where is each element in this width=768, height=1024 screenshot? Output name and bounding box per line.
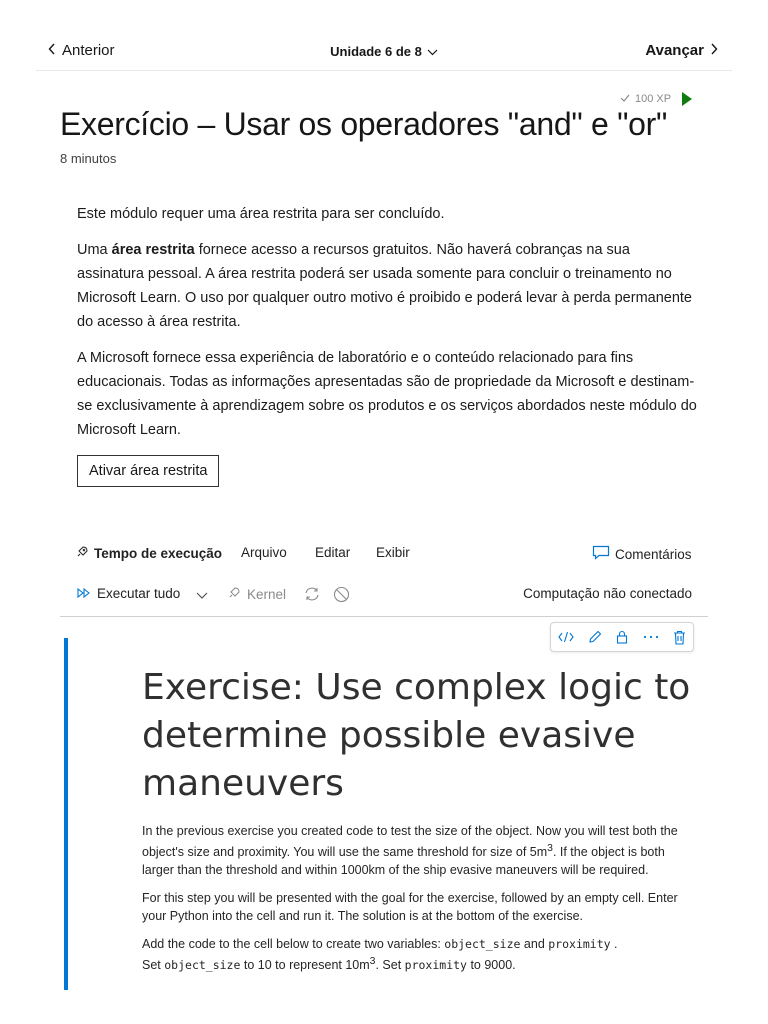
activate-sandbox-button[interactable]: Ativar área restrita <box>77 455 219 487</box>
stop-icon <box>333 586 350 606</box>
exercise-paragraph-text: . Set <box>375 958 405 973</box>
exercise-paragraph-text: . If the object is both larger than the threshold and within 1000km of the ship evasive maneuvers will be required. <box>142 845 665 878</box>
menu-runtime[interactable] <box>75 545 222 562</box>
compute-status-label: Computação não conectado <box>523 586 692 601</box>
exercise-paragraph-superscript: 3 <box>369 956 376 968</box>
inline-code: object_size <box>164 958 241 973</box>
inline-code: proximity <box>404 958 467 973</box>
menu-runtime-label: Tempo de execução <box>94 546 223 561</box>
markdown-cell[interactable] <box>142 664 694 984</box>
exercise-paragraph-text: to 9000. <box>466 958 516 973</box>
duration-label: 8 minutos <box>60 151 117 166</box>
edit-icon[interactable] <box>588 630 602 644</box>
comments-label: Comentários <box>615 546 692 562</box>
unit-selector[interactable] <box>36 44 732 59</box>
xp-label: 100 XP <box>635 93 672 105</box>
delete-icon[interactable] <box>673 630 686 645</box>
run-options-dropdown[interactable] <box>196 588 208 603</box>
run-all-label: Executar tudo <box>97 586 181 601</box>
exercise-paragraph-text: . <box>610 937 618 952</box>
run-all-icon <box>77 586 91 601</box>
sandbox-description-text: fornece acesso a recursos gratuitos. Não haverá cobranças na sua assinatura pessoal. A área restrita poderá ser usada somente para concluir o treinamento no Microsoft Learn. O uso por qualquer outro motivo é proibido e poderá levar à perda permanente do acesso à área restrita. <box>77 242 692 330</box>
exercise-paragraph-text: In the previous exercise you created code to test the size of the object. Now you will test both the object's size and proximity. You will use the same threshold for size of 5m <box>142 824 678 860</box>
sandbox-notice <box>77 202 697 454</box>
previous-unit-label: Anterior <box>62 42 115 59</box>
unit-selector-label: Unidade 6 de 8 <box>330 44 422 59</box>
exercise-paragraph-text: and <box>520 937 549 952</box>
notebook-menubar <box>60 540 708 566</box>
viewport-bottom-mask <box>0 990 768 1024</box>
chevron-down-icon <box>427 44 438 59</box>
rocket-icon <box>75 545 89 562</box>
interrupt-kernel-button[interactable] <box>333 586 350 606</box>
lock-icon[interactable] <box>616 630 628 644</box>
sandbox-term: área restrita <box>111 242 195 258</box>
menu-file[interactable] <box>241 545 287 560</box>
run-all-button[interactable] <box>77 586 180 601</box>
exercise-paragraph-text: Add the code to the cell below to create two variables: <box>142 937 445 952</box>
menu-file-label: Arquivo <box>241 545 287 560</box>
notebook-toolbar <box>60 582 708 617</box>
code-icon[interactable] <box>558 631 574 643</box>
lab-disclaimer: A Microsoft fornece essa experiência de laboratório e o conteúdo relacionado para fins educacionais. Todas as informações apresentadas são de propriedade da Microsoft e destinam-se exclusivamente à aprendizagem sobre os produtos e os serviços abordados neste módulo do Microsoft Learn. <box>77 350 697 438</box>
sandbox-description-prefix: Uma <box>77 242 112 258</box>
exercise-paragraph: For this step you will be presented with the goal for the exercise, followed by an empty cell. Enter your Python into the cell and run it. The solution is at the bottom of the exercise. <box>142 891 678 924</box>
restart-kernel-button[interactable] <box>303 586 321 605</box>
menu-view[interactable] <box>376 545 410 560</box>
chevron-down-icon <box>196 588 208 603</box>
sandbox-description <box>77 238 697 334</box>
menu-edit[interactable] <box>315 545 350 560</box>
active-cell-indicator <box>64 638 68 990</box>
xp-badge <box>620 92 692 106</box>
checkmark-icon <box>620 93 630 105</box>
comments-button[interactable] <box>592 545 692 563</box>
inline-code: proximity <box>548 937 611 952</box>
chevron-right-icon <box>710 42 718 59</box>
exercise-paragraph-text: to 10 to represent 10m <box>240 958 370 973</box>
play-icon <box>682 92 692 106</box>
exercise-paragraph <box>142 935 694 974</box>
kernel-selector[interactable] <box>227 586 286 603</box>
cell-toolbar <box>550 622 694 652</box>
exercise-heading: Exercise: Use complex logic to determine possible evasive maneuvers <box>142 667 691 804</box>
rocket-icon <box>227 586 241 603</box>
compute-status <box>523 586 692 601</box>
inline-code: object_size <box>444 937 521 952</box>
sandbox-requirement-text: Este módulo requer uma área restrita para ser concluído. <box>77 206 445 222</box>
menu-edit-label: Editar <box>315 545 351 560</box>
unit-navigation <box>36 28 732 71</box>
comment-icon <box>592 545 610 563</box>
next-unit-link[interactable] <box>645 42 718 59</box>
refresh-icon <box>303 586 321 605</box>
kernel-label: Kernel <box>247 587 287 602</box>
exercise-paragraph <box>142 822 694 879</box>
exercise-paragraph-superscript: 3 <box>547 843 553 854</box>
next-unit-label: Avançar <box>645 42 704 59</box>
menu-view-label: Exibir <box>376 545 410 560</box>
exercise-paragraph-text: Set <box>142 958 165 973</box>
more-options-icon[interactable] <box>643 635 659 639</box>
page-title: Exercício – Usar os operadores "and" e "or" <box>60 106 668 142</box>
